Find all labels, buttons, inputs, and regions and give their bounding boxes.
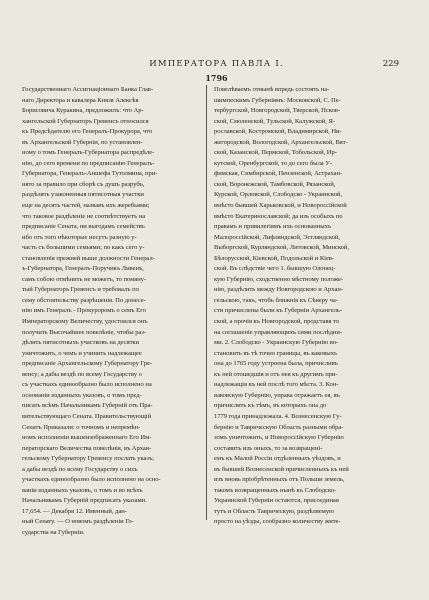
text-line: участкахъ единообразно было исполнено на осно- xyxy=(22,476,161,484)
text-line: вительствующаго Сената. Правительствующiй xyxy=(22,412,152,420)
text-line: сему обстоятельству разрѣшенiя. По донесе- xyxy=(22,296,146,304)
text-line: нято за правило при сборѣ съ душъ разрубъ, xyxy=(22,180,145,188)
text-line: бернiю и Таврическую Область разными обра- xyxy=(214,423,344,431)
text-line: Сенатъ Приказали: о точномъ и непремѣн- xyxy=(22,423,141,431)
text-line: Выборгской, Курляндской, Литовской, Минской, xyxy=(214,244,350,252)
text-line: къ Предсѣдателю его Генералъ-Прокурора, что xyxy=(22,128,153,136)
text-line: становленiя прежней выше должности Генерал- xyxy=(22,254,155,262)
text-line: ской, а прочiя къ Новгородской, продставя то xyxy=(214,318,339,326)
text-line: получить Высочайшее повелѣнiе, чтобы раз- xyxy=(22,328,147,336)
text-line: Бѣлорусской, Кiевской, Подольской и Кiев- xyxy=(214,254,335,262)
text-line: тый Губернаторъ Гревенсъ и требовалъ по xyxy=(22,286,139,294)
text-line: въ бывшей Вознесенской причисленныхъ къ ней xyxy=(214,465,349,473)
text-line: дѣлить пятисотныхъ участковъ на десятки xyxy=(22,339,140,347)
text-line: емъ къ Малой Россiи отдѣленныхъ уѣздовъ, и xyxy=(214,455,341,463)
text-line: составить изъ оныхъ, то за возвращенi- xyxy=(214,444,323,452)
text-line: фимская, Симбирской, Пензенской, Астрахан- xyxy=(214,170,343,178)
text-line: Губернатора, Генералъ-Аншефа Тутолмина, при- xyxy=(22,170,158,178)
text-line: ибо отъ того нѣкоторые несутъ разную у- xyxy=(22,233,137,241)
text-line: ми. 2. Слободско - Украинскую Губернiю во- xyxy=(214,339,339,347)
text-line: самъ собою отмѣнить не можетъ, то помяну- xyxy=(22,275,147,283)
text-line: сударства на Губернiи. xyxy=(22,528,85,536)
text-line: а дабы вездѣ по всему Государству о сихъ xyxy=(22,465,138,473)
text-line: сти причислены были къ Губернiи Архангель- xyxy=(214,307,342,315)
text-line: вмѣсто бывшей Харьковской, и Новороссiйской xyxy=(214,202,347,210)
right-column xyxy=(214,85,386,528)
text-line: уничтожить, о чемъ и учинить надлежащее xyxy=(22,349,142,357)
text-line: она до 1765 году устроена была, причисливъ xyxy=(214,360,338,368)
text-line: ской, Воронежской, Тамбовской, Рязанской, xyxy=(214,180,336,188)
left-column xyxy=(22,85,194,539)
text-line: причислить къ тѣмъ, въ которыхъ она до xyxy=(214,402,327,410)
text-line: изъ вновь прiобрѣтенныхъ отъ Польши земель, xyxy=(214,476,345,484)
text-line: ской. Въ слѣдствiе чего 1. бывшую Олонец- xyxy=(214,265,336,273)
text-line: ный Сенату. — О новомъ раздѣленiи Го- xyxy=(22,518,134,526)
text-line: правамъ и привилегiямъ ихъ основанныхъ xyxy=(214,223,331,231)
text-line: основанiи изданныхъ указовъ, о томъ пред- xyxy=(22,391,142,399)
text-line: раздѣлять узаконенныя пятисотныя участки xyxy=(22,191,144,199)
text-line: съ участкахъ единообразно было исполнено на xyxy=(22,381,152,389)
text-line: номъ исполненiи вышеизображеннаго Его Им- xyxy=(22,434,152,442)
text-line: шимпескимъ Губернiямъ: Московской, С. Пе- xyxy=(214,96,341,104)
text-line: хангельской Губернаторъ Гревенсъ относился xyxy=(22,117,149,125)
text-line: ской, Смоленской, Тульской, Калужской, Я- xyxy=(214,117,335,125)
running-header xyxy=(44,58,399,71)
text-line: кую Губернiю, сходственно мѣстному положе- xyxy=(214,275,344,283)
text-line: просто на уѣзды, сообразно количеству жите- xyxy=(214,518,341,526)
text-line: нiю имъ Генералъ - Прокуроромъ о семъ Его xyxy=(22,307,146,315)
text-line: въ Архангельской Губернiи, по установлен- xyxy=(22,138,143,146)
page-number: 229 xyxy=(382,59,399,69)
text-line: такомъ возвращенныхъ нынѣ къ Слободско- xyxy=(214,486,337,494)
text-line: еще на десять частей, назвавъ ихъ жеребьями; xyxy=(22,202,150,210)
text-line: гельскою, такъ, чтобъ ближнiя къ Сѣверу ча- xyxy=(214,296,338,304)
text-line: ному о томъ Генералъ-Губернатора распредѣле- xyxy=(22,149,155,157)
text-line: ской, Казанской, Пермской, Тобольской, Ир- xyxy=(214,149,337,157)
text-line: Украинской Губернiи остаются, присоединая xyxy=(214,497,339,505)
text-line: ъ-Губернатора, Генералъ-Поручикъ Ливенъ, xyxy=(22,265,144,273)
text-line: рославской, Костромской, Владимирской, Ни- xyxy=(214,128,342,136)
text-line: гельскому Губернатору Гревенсу послать указъ; xyxy=(22,455,154,463)
text-line: ператорскаго Величества повелѣнiя, въ Архан- xyxy=(22,444,152,452)
text-line: 1779 года принадлежала. 4. Вознесенскую Гу- xyxy=(214,412,342,420)
text-line: 17,654. — Декабря 12. Именный, дан- xyxy=(22,507,127,515)
text-line: кутской, Оренбургской, то до сего была У- xyxy=(214,159,333,167)
text-line: венсу; а дабы вездѣ по всему Государству о xyxy=(22,370,142,378)
text-line: Повелѣваемъ отнынѣ впредь состоять на- xyxy=(214,86,330,93)
text-line: наго Директора и кавалера Князя Алексѣя xyxy=(22,96,139,104)
text-line: Борисовича Куракина, предложилъ: что Ар- xyxy=(22,107,144,115)
year-heading: 1796 xyxy=(205,73,228,83)
text-line: что таковое раздѣленiе не соотвѣтствуетъ на xyxy=(22,212,146,220)
text-line: тутъ и Область Таврическую, раздѣляемую xyxy=(214,507,334,515)
text-line: предписанiе Архангельскому Губернатору Гре- xyxy=(22,360,153,368)
text-line: Начальникамъ Губернiй предписать указами. xyxy=(22,497,147,505)
text-line: Императорскому Величеству, удостоился онъ xyxy=(22,318,148,326)
text-line: становить въ тѣ точно границы, въ каковыхъ xyxy=(214,349,337,357)
text-line: часть съ большими семьями; по какъ сего у- xyxy=(22,244,145,252)
text-line: нiю, до сего времени по предписанiю Генералъ- xyxy=(22,159,155,167)
column-divider xyxy=(206,85,207,520)
running-title: ИМПЕРАТОРА ПАВЛА I. xyxy=(149,59,284,69)
text-line: Малороссiйской, Лифляндской, Эстляндской, xyxy=(214,233,340,241)
text-line: надлежащiя къ ней послѣ того мѣста. 3. Кон- xyxy=(214,381,339,389)
text-line: на соглашенiе управляющихъ сими послѣдни- xyxy=(214,328,343,336)
text-line: Курской, Орловской, Слободско - Украинской, xyxy=(214,191,343,199)
text-line: писать всѣмъ Начальникамъ Губернiй отъ Пра- xyxy=(22,402,153,410)
text-line: Государственнаго Ассигнацiоннаго Банка Глав- xyxy=(22,86,154,93)
text-line: предписанiе Сената, ни выгодамъ семействъ xyxy=(22,223,145,231)
text-line: къ ней отошедшiя и отъ нея къ другимъ при- xyxy=(214,370,338,378)
text-line: зомъ уничтожить, и Новороссiйскую Губернiю xyxy=(214,434,344,442)
text-line: тербургской, Новгородской, Тверской, Псков- xyxy=(214,107,341,115)
text-line: нiю, раздѣлить между Новгородскою и Архан- xyxy=(214,286,343,294)
text-line: ваковскую Губернiю, управа отражаетъ ея, въ xyxy=(214,391,340,399)
text-line: жегородской, Вологодской, Архангельской, Вят- xyxy=(214,138,348,146)
text-line: вмѣсто Екатеринославской; да изъ особыхъ по xyxy=(214,212,343,220)
text-line: ванiи изданныхъ указовъ, о томъ и во всѣхъ xyxy=(22,486,143,494)
